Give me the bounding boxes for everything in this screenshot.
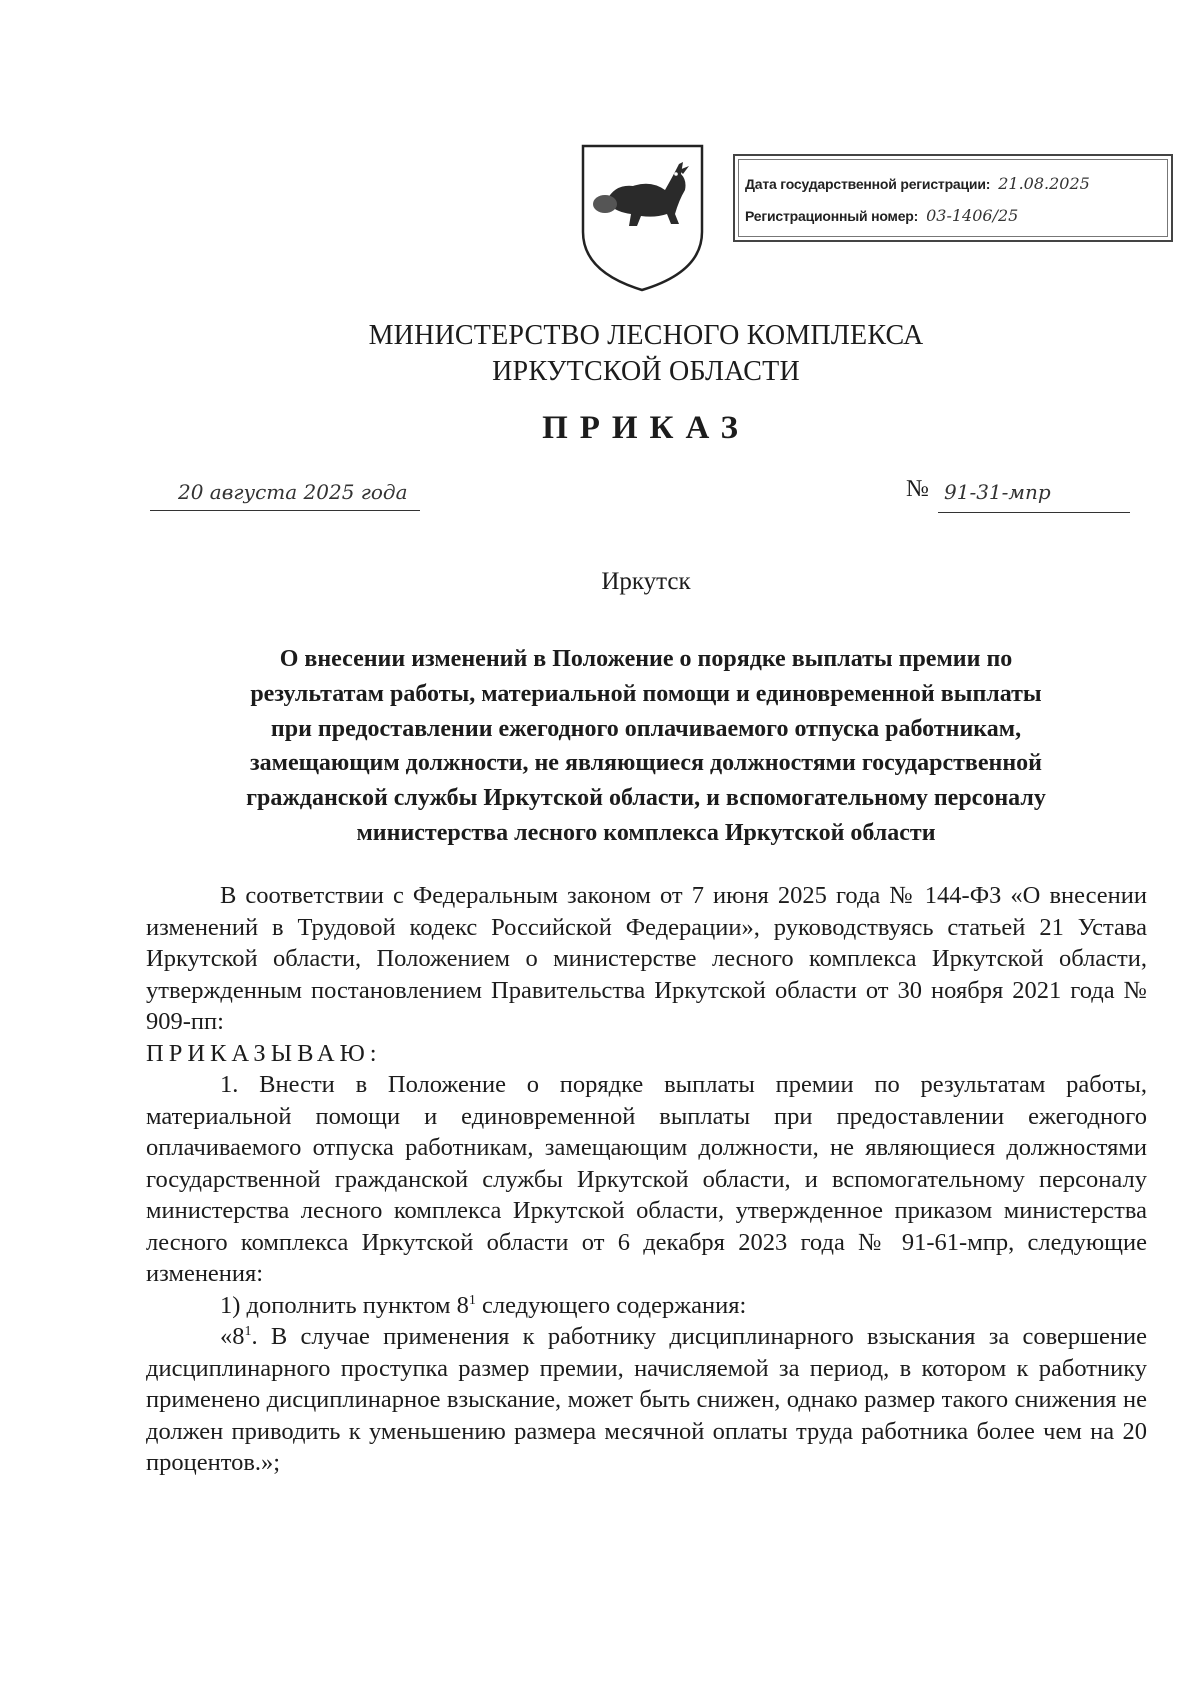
coat-of-arms-icon [575, 140, 710, 295]
ministry-name-line1: МИНИСТЕРСТВО ЛЕСНОГО КОМПЛЕКСА [368, 320, 924, 351]
subject-line: замещающим должности, не являющиеся должностями государственной [250, 750, 1042, 777]
registration-number-row [745, 206, 1018, 225]
order-number-handwritten: 91-31-мпр [944, 480, 1051, 504]
subject-line: гражданской службы Иркутской области, и вспомогательному персоналу [246, 785, 1046, 812]
registration-number-label: Регистрационный номер: [745, 208, 919, 224]
registration-date-value: 21.08.2025 [998, 174, 1090, 193]
order-number-field [938, 480, 1130, 513]
preamble-paragraph: В соответствии с Федеральным законом от 7 июня 2025 года № 144-ФЗ «О внесении изменений в Трудовой кодекс Российской Федерации», руководствуясь статьей 21 Устава Иркутской области, Положением о министерстве лесного комплекса Иркутской области, утвержденным постановлением Правительства Иркутской области от 30 ноября 2021 года № 909-пп: [146, 882, 1147, 1035]
registration-stamp [733, 154, 1173, 242]
clause-8-1-start: «8 [220, 1323, 245, 1350]
clause-8-1-paragraph [146, 1321, 1147, 1479]
clause-8-1-text: . В случае применения к работнику дисциплинарного взыскания за совершение дисциплинарного проступка размер премии, начисляемой за период, в котором к работнику применено дисциплинарное взыскание, может быть снижен, однако размер такого снижения не должен приводить к уменьшению размера месячной оплаты труда работника более чем на 20 процентов.»; [146, 1323, 1147, 1476]
ministry-name-line2: ИРКУТСКОЙ ОБЛАСТИ [492, 356, 800, 387]
subitem-1-text: 1) дополнить пунктом 8 [220, 1291, 469, 1319]
registration-number-value: 03-1406/25 [926, 206, 1019, 225]
city-name: Иркутск [601, 568, 691, 595]
order-subject-heading [146, 642, 1146, 851]
subject-line: министерства лесного комплекса Иркутской области [356, 819, 936, 846]
document-type-title: ПРИКАЗ [542, 410, 750, 446]
registration-date-label: Дата государственной регистрации: [745, 176, 991, 192]
ministry-name [0, 318, 1200, 390]
subject-line: при предоставлении ежегодного оплачиваемого отпуска работникам, [270, 715, 1022, 742]
clause-8-1-superscript: 1 [244, 1323, 252, 1339]
order-date-field [150, 480, 420, 511]
order-date-handwritten: 20 августа 2025 года [178, 480, 408, 504]
subject-line: результатам работы, материальной помощи и единовременной выплаты [250, 680, 1042, 707]
prikazyvayu-heading: ПРИКАЗЫВАЮ: [146, 1039, 382, 1067]
subitem-1-superscript: 1 [468, 1292, 476, 1308]
registration-date-row [745, 174, 1090, 193]
item-1-paragraph: 1. Внести в Положение о порядке выплаты премии по результатам работы, материальной помощи и единовременной выплаты при предоставлении ежегодного оплачиваемого отпуска работникам, замещающим должности, не являющиеся должностями государственной гражданской службы Иркутской области, и вспомогательному персоналу министерства лесного комплекса Иркутской области, утвержденное приказом министерства лесного комплекса Иркутской области от 6 декабря 2023 года № 91-61-мпр, следующие изменения: [146, 1071, 1147, 1287]
order-number-sign: № [906, 476, 929, 502]
order-body [146, 880, 1147, 1479]
subitem-1-paragraph [146, 1290, 1147, 1322]
subject-line: О внесении изменений в Положение о порядке выплаты премии по [279, 646, 1013, 672]
subitem-1-text-end: следующего содержания: [475, 1291, 747, 1319]
